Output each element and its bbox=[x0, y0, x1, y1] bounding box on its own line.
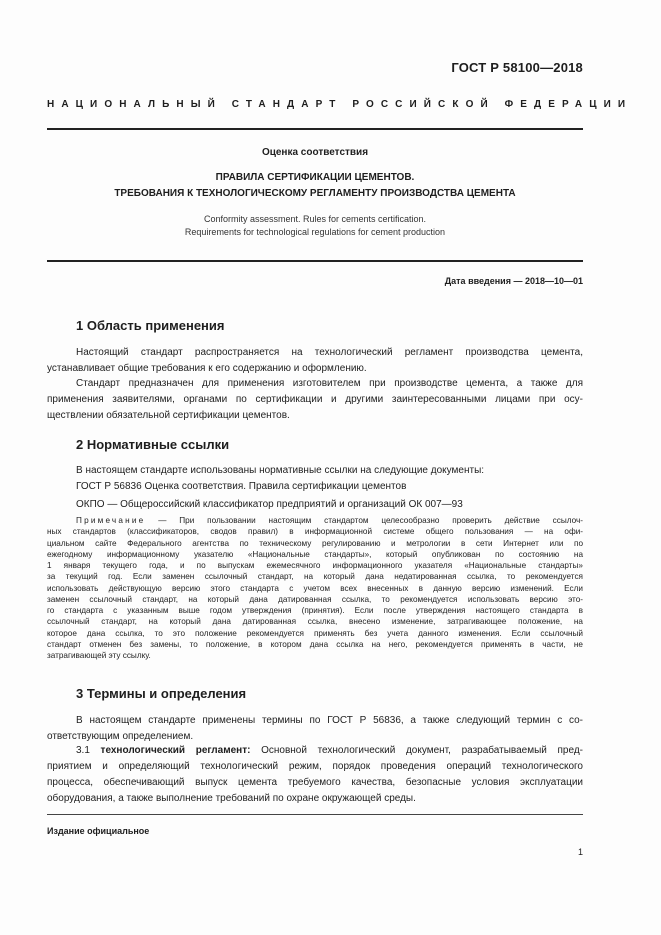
english-title-line-1: Conformity assessment. Rules for cements certification. bbox=[203, 214, 427, 224]
section-1-paragraph-2 bbox=[47, 376, 583, 424]
text-line: Настоящий стандарт распространяется на технологический регламент производства цемента, bbox=[76, 347, 583, 358]
note-line bbox=[47, 515, 583, 526]
title-rule bbox=[47, 260, 583, 262]
note-line: циальном сайте Федерального агентства по техническому регулированию и метрологии в сети Интернет или по bbox=[47, 538, 583, 548]
note-line: которое дана ссылка, то это положение рекомендуется применять без учета данного изменения. Если ссылочный bbox=[47, 628, 583, 638]
text-line: ществлении обязательной сертификации цементов. bbox=[47, 410, 290, 421]
official-edition-label: Издание официальное bbox=[47, 826, 150, 836]
section-1-paragraph-1 bbox=[47, 345, 583, 377]
section-3-paragraph-1 bbox=[47, 713, 583, 745]
introduction-date: Дата введения — 2018—10—01 bbox=[444, 276, 583, 286]
note-label: Примечание bbox=[76, 516, 146, 525]
section-2-note bbox=[47, 515, 583, 661]
text-line: применения заявителями, органами по сертификации и другими заинтересованными лицами при осу- bbox=[47, 394, 583, 405]
note-line: стандарт отменен без замены, то положение, в котором дана ссылка на него, рекомендуется применять в части, не bbox=[47, 639, 583, 649]
footer-rule bbox=[47, 814, 583, 815]
note-line: 1 января текущего года, и по выпускам ежемесячного информационного указателя «Национальные стандарты» bbox=[47, 561, 583, 570]
note-line: использовать действующую версию этого стандарта с учетом всех внесенных в данную версию изменений. Если bbox=[47, 583, 583, 593]
document-title bbox=[47, 170, 583, 202]
page-number: 1 bbox=[577, 847, 583, 857]
text-line: В настоящем стандарте применены термины по ГОСТ Р 56836, а также следующий термин с со- bbox=[76, 715, 583, 726]
note-line: затрагивающей эту ссылку. bbox=[47, 651, 151, 660]
text-line: ответствующим определением. bbox=[47, 731, 194, 742]
section-2-references bbox=[47, 463, 583, 513]
note-line: заменен ссылочный стандарт, на который дана датированная ссылка, то рекомендуется использовать версию это- bbox=[47, 594, 583, 604]
national-standard-banner: НАЦИОНАЛЬНЫЙ СТАНДАРТ РОССИЙСКОЙ ФЕДЕРАЦИИ bbox=[47, 99, 633, 110]
section-3-heading: 3 Термины и определения bbox=[76, 686, 247, 701]
term-definition-text: Основной технологический документ, разрабатываемый пред- bbox=[261, 745, 583, 756]
note-text: — При пользовании настоящим стандартом целесообразно проверить действие ссылоч- bbox=[158, 516, 583, 525]
text-line: Стандарт предназначен для применения изготовителем при производстве цемента, а также для bbox=[76, 378, 583, 389]
supertitle: Оценка соответствия bbox=[261, 147, 369, 158]
title-line-2: ТРЕБОВАНИЯ К ТЕХНОЛОГИЧЕСКОМУ РЕГЛАМЕНТУ ПРОИЗВОДСТВА ЦЕМЕНТА bbox=[114, 188, 516, 199]
text-line: В настоящем стандарте использованы нормативные ссылки на следующие документы: bbox=[76, 465, 485, 476]
reference-item: ОКПО — Общероссийский классификатор предприятий и организаций ОК 007—93 bbox=[76, 499, 463, 510]
section-1-heading: 1 Область применения bbox=[76, 318, 225, 333]
note-line: ежегодному информационному указателю «Национальные стандарты», который опубликован по состоянию на bbox=[47, 549, 583, 559]
english-title-line-2: Requirements for technological regulations for cement production bbox=[184, 227, 446, 237]
note-line: го стандарта с указанным выше годом утверждения (принятия). Если после утверждения настоящего стандарта в bbox=[47, 606, 583, 615]
note-line: за текущий год. Если заменен ссылочный стандарт, на который дана недатированная ссылка, то рекомендуется bbox=[47, 572, 583, 582]
term-definition bbox=[47, 743, 583, 807]
text-line: приятием и определяющий технологический режим, порядок проведения операций технологического bbox=[47, 761, 583, 772]
term-number: 3.1 bbox=[76, 745, 90, 756]
text-line: устанавливает общие требования к его содержанию и оформлению. bbox=[47, 363, 367, 374]
text-line bbox=[47, 743, 583, 759]
note-line: ных стандартов (классификаторов, сводов правил) в информационной системе общего пользования — на офи- bbox=[47, 527, 583, 537]
standard-code: ГОСТ Р 58100—2018 bbox=[451, 60, 583, 75]
term: технологический регламент: bbox=[100, 745, 251, 756]
text-line: оборудования, а также выполнение требований по охране окружающей среды. bbox=[47, 793, 416, 804]
text-line: процесса, обеспечивающий выпуск цемента требуемого качества, безопасные условия эксплуатации bbox=[47, 777, 583, 788]
note-line: ссылочный стандарт, на который дана датированная ссылка, внесено изменение, затрагивающее положение, на bbox=[47, 617, 583, 627]
title-line-1: ПРАВИЛА СЕРТИФИКАЦИИ ЦЕМЕНТОВ. bbox=[215, 172, 415, 183]
header-rule bbox=[47, 128, 583, 130]
section-2-heading: 2 Нормативные ссылки bbox=[76, 437, 230, 452]
reference-item: ГОСТ Р 56836 Оценка соответствия. Правила сертификации цементов bbox=[76, 481, 407, 492]
english-title bbox=[47, 213, 583, 239]
